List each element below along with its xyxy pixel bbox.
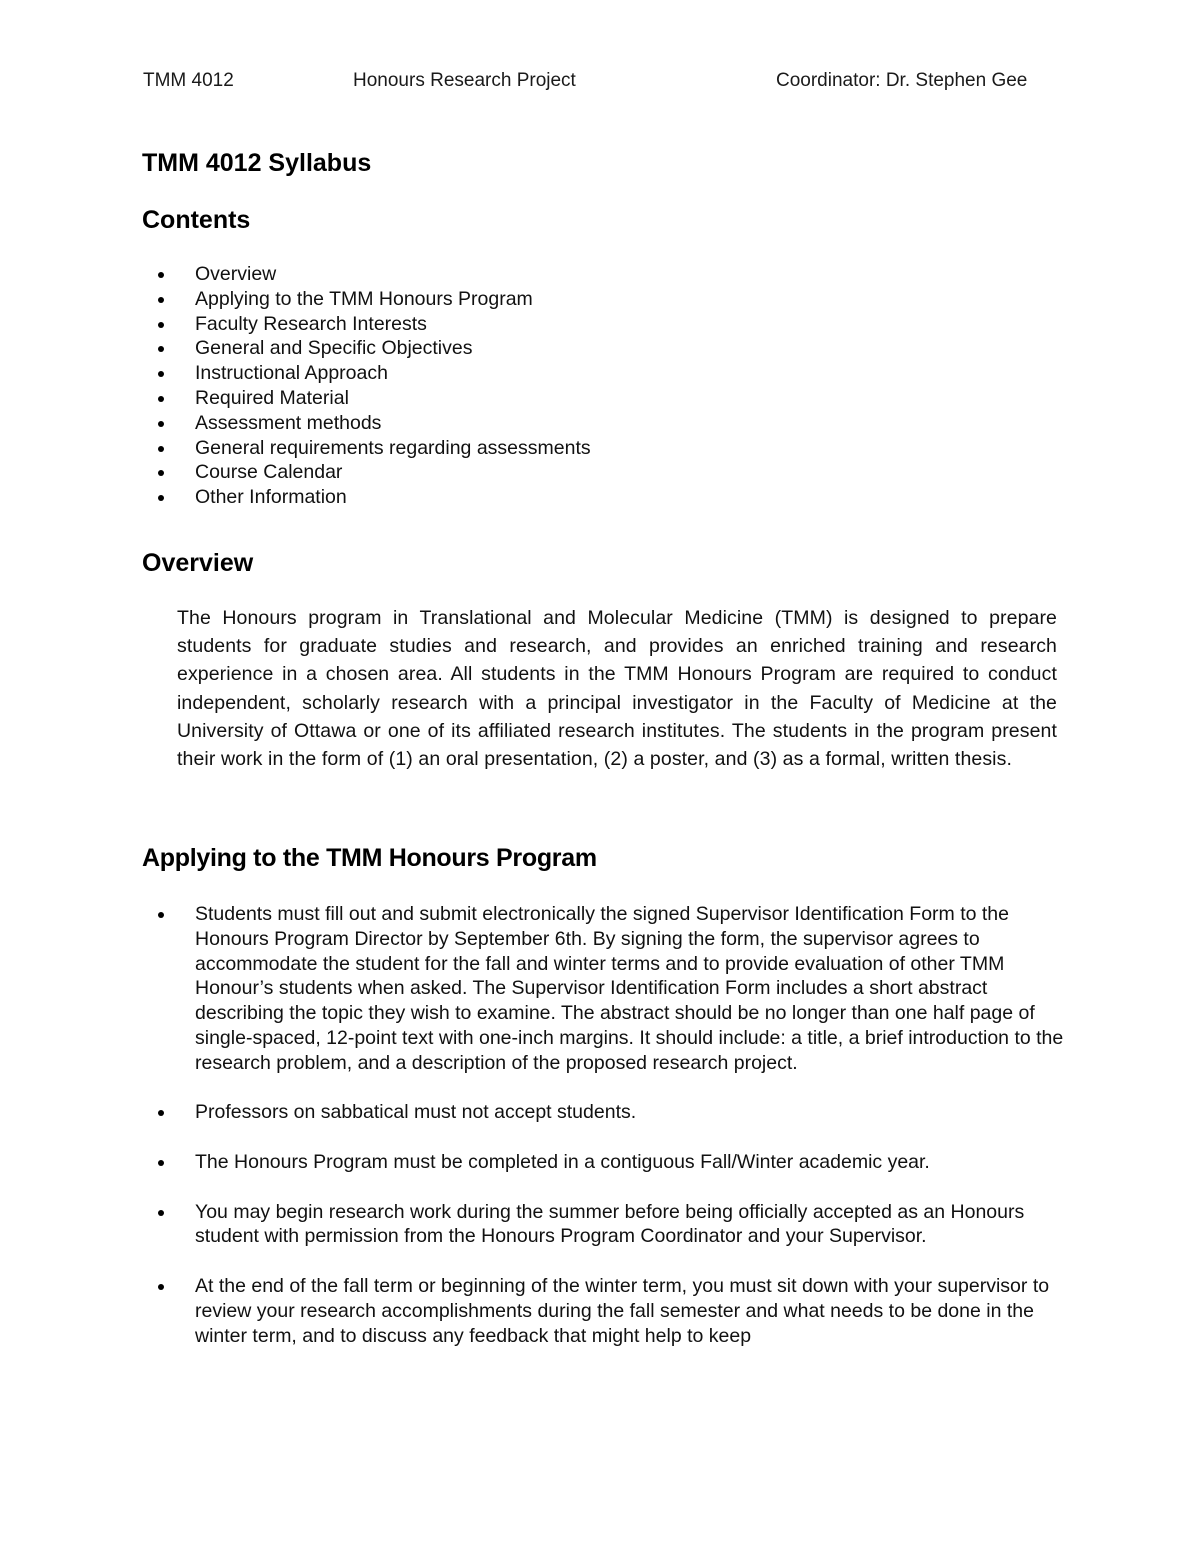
contents-item xyxy=(0,287,1200,312)
bullet-icon xyxy=(158,272,164,278)
applying-item xyxy=(0,902,1075,1076)
applying-item xyxy=(0,1274,1075,1348)
contents-item xyxy=(0,386,1200,411)
document-title: TMM 4012 Syllabus xyxy=(142,149,372,177)
bullet-icon xyxy=(158,346,164,352)
contents-item xyxy=(0,262,1200,287)
contents-item-label: Course Calendar xyxy=(195,461,343,484)
bullet-icon xyxy=(158,322,164,328)
contents-item-label: Applying to the TMM Honours Program xyxy=(195,287,533,310)
overview-heading: Overview xyxy=(142,549,254,577)
contents-list xyxy=(0,262,1200,510)
contents-item xyxy=(0,361,1200,386)
contents-item-label: Required Material xyxy=(195,386,349,409)
contents-item xyxy=(0,336,1200,361)
applying-item-text: The Honours Program must be completed in a contiguous Fall/Winter academic year. xyxy=(195,1150,930,1173)
applying-item xyxy=(0,1100,1075,1125)
contents-item xyxy=(0,460,1200,485)
applying-item xyxy=(0,1200,1075,1250)
bullet-icon xyxy=(158,912,164,918)
contents-item xyxy=(0,411,1200,436)
contents-item-label: Overview xyxy=(195,263,277,285)
bullet-icon xyxy=(158,470,164,476)
bullet-icon xyxy=(158,396,164,402)
header-course-title: Honours Research Project xyxy=(353,70,576,91)
header-course-code: TMM 4012 xyxy=(143,70,234,91)
contents-item-label: General and Specific Objectives xyxy=(195,337,473,360)
bullet-icon xyxy=(158,371,164,377)
contents-heading: Contents xyxy=(142,206,251,234)
bullet-icon xyxy=(158,1110,164,1116)
bullet-icon xyxy=(158,297,164,303)
applying-list xyxy=(0,902,1200,1373)
contents-item-label: Faculty Research Interests xyxy=(195,312,427,335)
applying-item xyxy=(0,1150,1075,1175)
bullet-icon xyxy=(158,495,164,501)
overview-paragraph: The Honours program in Translational and Molecular Medicine (TMM) is designed to prepare students for graduate studies and research, and provides an enriched training and research experience in a chosen area. All students in the TMM Honours Program are required to conduct independent, scholarly research with a principal investigator in the Faculty of Medicine at the University of Ottawa or one of its affiliated research institutes. The students in the program present their work in the form of (1) an oral presentation, (2) a poster, and (3) as a formal, written thesis. xyxy=(177,607,1057,771)
header-coordinator: Coordinator: Dr. Stephen Gee xyxy=(776,70,1028,91)
bullet-icon xyxy=(158,1160,164,1166)
applying-item-text: Professors on sabbatical must not accept students. xyxy=(195,1101,637,1124)
contents-item xyxy=(0,312,1200,337)
contents-item xyxy=(0,436,1200,461)
applying-item-text: Students must fill out and submit electronically the signed Supervisor Identification Form to the Honours Program Director by September 6th. By signing the form, the supervisor agrees to accommodate the student for the fall and winter terms and to provide evaluation of other TMM Honour’s students when asked. The Supervisor Identification Form includes a short abstract describing the topic they wish to examine. The abstract should be no longer than one half page of single-spaced, 12-point text with one-inch margins. It should include: a title, a brief introduction to the research problem, and a description of the proposed research project. xyxy=(195,903,1064,1074)
applying-item-text: At the end of the fall term or beginning of the winter term, you must sit down with your supervisor to review your research accomplishments during the fall semester and what needs to be done in the winter term, and to discuss any feedback that might help to keep xyxy=(195,1274,1050,1347)
bullet-icon xyxy=(158,446,164,452)
contents-item-label: Assessment methods xyxy=(195,411,382,434)
contents-item-label: Other Information xyxy=(195,486,347,509)
bullet-icon xyxy=(158,1284,164,1290)
applying-heading: Applying to the TMM Honours Program xyxy=(142,844,597,872)
applying-item-text: You may begin research work during the summer before being officially accepted as an Honours student with permission from the Honours Program Coordinator and your Supervisor. xyxy=(195,1200,1025,1248)
bullet-icon xyxy=(158,421,164,427)
contents-item-label: General requirements regarding assessments xyxy=(195,436,591,459)
contents-item xyxy=(0,485,1200,510)
contents-item-label: Instructional Approach xyxy=(195,362,388,385)
bullet-icon xyxy=(158,1210,164,1216)
